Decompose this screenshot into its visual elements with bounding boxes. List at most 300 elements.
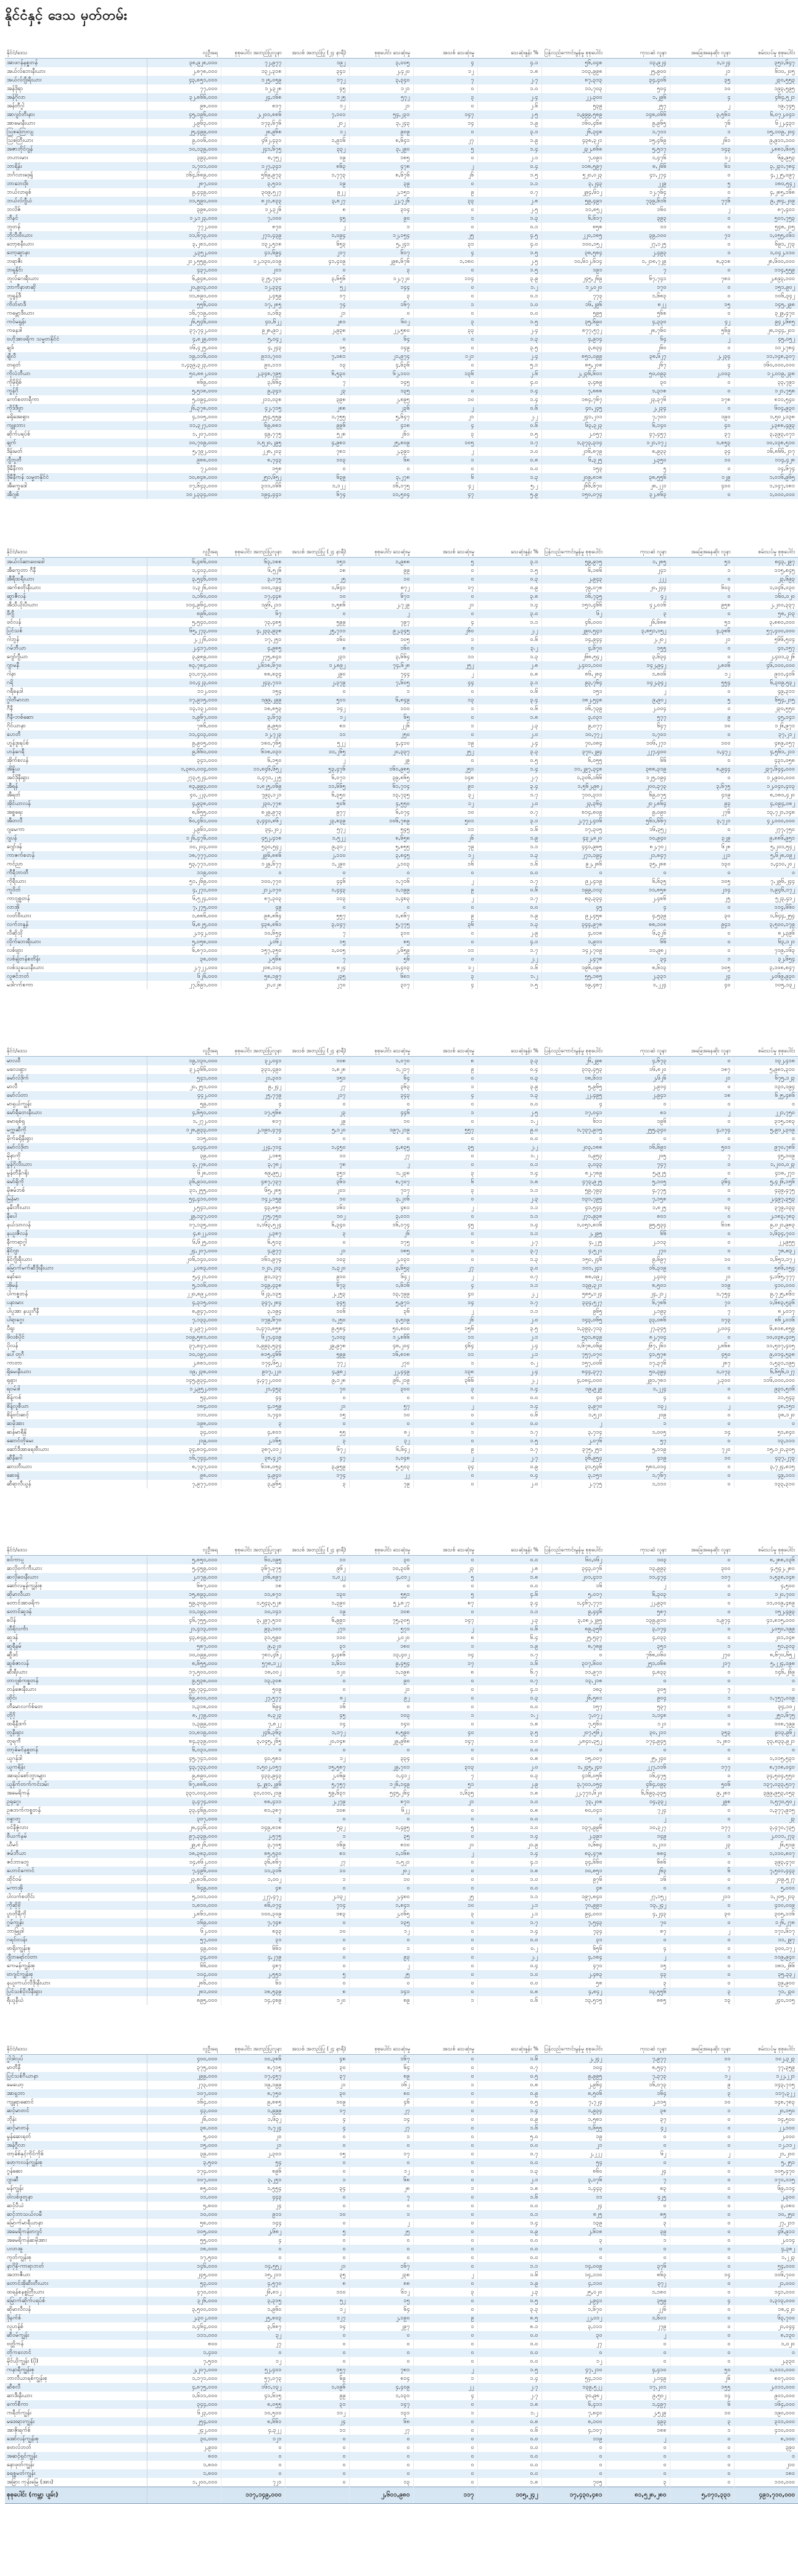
value-cell: ၂,၈၉၅ <box>349 395 413 404</box>
value-cell: ၉၁၁,၇၀၀ <box>221 352 285 361</box>
value-cell: ၂၅,၇၇၉ <box>221 1091 285 1100</box>
column-header[interactable]: သေဆုံးနှုန်း % <box>477 28 541 59</box>
column-header[interactable]: အသစ် သေဆုံးမှု <box>413 2025 477 2055</box>
value-cell: ၁၉၄,၄၄၁ <box>221 490 285 499</box>
column-header[interactable]: လူဦးရေ <box>147 1525 221 1556</box>
value-cell: ၁၇၀ <box>606 283 670 292</box>
value-cell: ၅၂၃,၄၁၂ <box>734 894 798 903</box>
value-cell: ၀ <box>349 1100 413 1108</box>
column-header[interactable]: စုစုပေါင်း သေဆုံးမှု <box>349 1026 413 1057</box>
value-cell: ၀ <box>221 869 285 877</box>
column-header[interactable]: သေဆုံးနှုန်း % <box>477 1026 541 1057</box>
value-cell: ၃ <box>606 2478 670 2487</box>
country-name-cell: အဆင့်ရှင်ကျွန်း <box>5 2452 147 2461</box>
value-cell: ၇၇,၀၀၀ <box>147 85 221 93</box>
table-row <box>5 1703 798 1711</box>
value-cell: ၁၈,၇၇၇,၀၀၀ <box>147 851 221 860</box>
value-cell: ၁၁၂,၀၀၀ <box>147 687 221 696</box>
value-cell: ၃,၂၉၇,၅၁၀ <box>221 1616 285 1625</box>
country-name-cell: ဂွန်ဆေး <box>5 2167 147 2176</box>
country-name-cell: အိန္ဒိယ <box>5 765 147 774</box>
value-cell: ၀ <box>221 2443 285 2452</box>
column-header[interactable]: အသစ် အတည်ပြု (၂၄ နာရီ) <box>285 1026 349 1057</box>
country-name-cell: စပိန် <box>5 1616 147 1625</box>
value-cell: ၀ <box>413 180 477 188</box>
value-cell: ၁.၂ <box>477 1117 541 1126</box>
country-name-cell: မော်ရိုကို <box>5 1178 147 1186</box>
column-header[interactable]: လူဦးရေ <box>147 1026 221 1057</box>
value-cell: ၁၄,၆၇၄ <box>734 464 798 473</box>
country-name-cell: ဗနွာတူ <box>5 1815 147 1823</box>
value-cell: ၅,၈၀၀ <box>147 2202 221 2210</box>
column-header[interactable]: လူဦးရေ <box>147 2025 221 2055</box>
value-cell: ၉,၉၁၁,၁၀၀ <box>734 136 798 145</box>
value-cell: ၂၃ <box>734 1815 798 1823</box>
value-cell: ၂၀၉,၈၁၈ <box>541 473 606 482</box>
column-header[interactable]: ပြန်လည်ကောင်းမွန်မှု စုစုပေါင်း <box>541 1026 606 1057</box>
value-cell: ၁၀၀ <box>670 739 734 748</box>
value-cell: ၁,၈၄၁ <box>349 1901 413 1910</box>
value-cell: ၄.၁ <box>477 1858 541 1867</box>
column-header[interactable]: စမ်းသပ်မှု စုစုပေါင်း <box>734 2025 798 2055</box>
value-cell: ၀ <box>670 653 734 661</box>
value-cell: ၃၁ <box>285 1642 349 1651</box>
value-cell: ၃.၉ <box>477 1083 541 1091</box>
value-cell: ၈,၅၉၀ <box>349 1728 413 1737</box>
value-cell: ၁၂ <box>285 713 349 722</box>
value-cell: ၀ <box>413 1471 477 1480</box>
column-header[interactable]: စမ်းသပ်မှု စုစုပေါင်း <box>734 527 798 558</box>
value-cell: ၁၅,၀၀၀ <box>147 2141 221 2150</box>
value-cell: ၃၅၁ <box>606 1642 670 1651</box>
value-cell: ၀ <box>670 903 734 912</box>
value-cell: ၁ <box>413 300 477 309</box>
value-cell: ၂၀၆,၁၄၀,၀၀၀ <box>147 1255 221 1264</box>
value-cell: ၄,၁၁၀ <box>541 2279 606 2288</box>
value-cell: ၉၁၇,၂၂၀ <box>221 1368 285 1376</box>
value-cell: ၁,၉၈၈ <box>349 558 413 567</box>
column-header[interactable]: ကုသဆဲ လူနာ <box>606 1026 670 1057</box>
column-header[interactable]: အခြေအနေဆိုး လူနာ <box>670 1525 734 1556</box>
value-cell: ၂၀,၁၅၀ <box>734 2107 798 2115</box>
value-cell: ၃၆ <box>349 1307 413 1316</box>
value-cell: ၆၁၇ <box>349 249 413 257</box>
value-cell: ၄၉ <box>221 903 285 912</box>
column-header[interactable]: အခြေအနေဆိုး လူနာ <box>670 1026 734 1057</box>
value-cell: ၅,၄၅၉,၀၀၀ <box>147 1564 221 1573</box>
value-cell: ၁.၃ <box>477 1091 541 1100</box>
value-cell: ၀ <box>413 2253 477 2262</box>
value-cell: ၂,၉၄၃ <box>541 575 606 584</box>
value-cell: ၀.၀ <box>477 2236 541 2245</box>
value-cell: ၁၀,၄၂၃,၀၀၀ <box>147 679 221 687</box>
table-row <box>5 1668 798 1677</box>
value-cell: ၈၅၈ <box>541 223 606 231</box>
value-cell: ၁၁ <box>413 1333 477 1342</box>
value-cell: ၀ <box>413 1884 477 1893</box>
column-header[interactable]: အသစ် အတည်ပြု (၂၄ နာရီ) <box>285 2025 349 2055</box>
value-cell: ၅ <box>413 145 477 154</box>
value-cell: ၁၄ <box>670 2392 734 2400</box>
column-header[interactable]: အခြေအနေဆိုး လူနာ <box>670 2025 734 2055</box>
value-cell: ၀ <box>541 869 606 877</box>
value-cell: ၁၂ <box>413 851 477 860</box>
value-cell: ၂၁,၉၇၄ <box>349 352 413 361</box>
value-cell: ၅ <box>413 1823 477 1832</box>
table-row <box>5 205 798 214</box>
column-header[interactable]: ပြန်လည်ကောင်းမွန်မှု စုစုပေါင်း <box>541 28 606 59</box>
table-row <box>5 2469 798 2478</box>
value-cell: ၅၄,၂၃၁ <box>349 110 413 119</box>
country-name-cell: ဆိုက်ပရပ်စ် <box>5 430 147 439</box>
column-header[interactable]: အသစ် အတည်ပြု (၂၄ နာရီ) <box>285 28 349 59</box>
column-header[interactable]: စုစုပေါင်း သေဆုံးမှု <box>349 527 413 558</box>
column-header[interactable]: နိုင်ငံ/ဒေသ <box>5 1525 147 1556</box>
table-row <box>5 1806 798 1815</box>
value-cell: ၄၁,၄၀၉ <box>285 257 349 266</box>
value-cell: ၃,၄၄၀,၈၆၂ <box>221 817 285 825</box>
value-cell: ၄,၉၇၇ <box>221 1247 285 1255</box>
column-header[interactable]: နိုင်ငံ/ဒေသ <box>5 2025 147 2055</box>
value-cell: ၁၁၀ <box>285 1633 349 1642</box>
column-header[interactable]: နိုင်ငံ/ဒေသ <box>5 527 147 558</box>
value-cell: ၀ <box>606 2461 670 2469</box>
value-cell: ၃ <box>670 1988 734 1996</box>
value-cell: ၇,၁၀၃ <box>285 1333 349 1342</box>
table-row <box>5 1763 798 1772</box>
value-cell: ၄၄ <box>413 679 477 687</box>
country-name-cell: ဆီနီဂေါ <box>5 1454 147 1463</box>
column-header[interactable]: အသစ် အတည်ပြု (၂၄ နာရီ) <box>285 1525 349 1556</box>
country-name-cell: ကိုဒ်ဒီဗွာ <box>5 404 147 413</box>
value-cell: ၈၁ <box>285 1849 349 1858</box>
country-name-cell: ဘဟားမား <box>5 154 147 162</box>
value-cell: ၇၁ <box>670 231 734 240</box>
value-cell: ၈,၃၁၈ <box>670 257 734 266</box>
value-cell: ၇၉ <box>349 1480 413 1488</box>
table-row <box>5 2357 798 2366</box>
value-cell: ၁၀၅ <box>413 439 477 447</box>
value-cell: ၂၇ <box>349 2426 413 2435</box>
column-header[interactable]: အသစ် အတည်ပြု (၂၄ နာရီ) <box>285 527 349 558</box>
value-cell: ၃၅,၃၃၂ <box>734 1970 798 1979</box>
value-cell: ၁,၄၈၃ <box>349 894 413 903</box>
value-cell: ၆၉၁,၂၇၃ <box>734 240 798 249</box>
value-cell: ၃,၇၂၁ <box>670 817 734 825</box>
column-header[interactable]: စုစုပေါင်း အတည်ပြုလူနာ <box>221 1026 285 1057</box>
country-name-cell: ကင်မရွန်း <box>5 318 147 326</box>
column-header[interactable]: နိုင်ငံ/ဒေသ <box>5 28 147 59</box>
country-name-cell: မြောက်မက်ဆီဒိုးနီးယား <box>5 1264 147 1273</box>
value-cell: ၅၃၇ <box>606 1703 670 1711</box>
value-cell: ၀ <box>285 2348 349 2357</box>
column-header[interactable]: စမ်းသပ်မှု စုစုပေါင်း <box>734 1026 798 1057</box>
value-cell: ၈၁ <box>285 722 349 730</box>
value-cell: ၉၆၂ <box>285 1564 349 1573</box>
value-cell: ၄၀ <box>413 1290 477 1298</box>
value-cell: ၂၃ <box>285 1108 349 1117</box>
value-cell: ၃၉၃,၄၇၀ <box>734 1858 798 1867</box>
value-cell: ၀ <box>413 1944 477 1953</box>
value-cell: ၁၀,၃၈၆ <box>221 2055 285 2064</box>
country-name-cell: ဆင့်ဘာသယ်လမီ <box>5 2210 147 2219</box>
value-cell: ၆၇၅,၁၂၃ <box>734 1074 798 1083</box>
value-cell: ၂ <box>413 2366 477 2374</box>
value-cell: ၂၇ <box>285 1858 349 1867</box>
value-cell: ၈,၇၁၅ <box>221 2063 285 2072</box>
value-cell: ၄၆ <box>349 2098 413 2107</box>
value-cell: ၆၇ <box>221 609 285 618</box>
value-cell: ၀ <box>670 1599 734 1608</box>
value-cell: ၅၁,၃၀၃ <box>734 1642 798 1651</box>
value-cell: ၂၂,၉၅၅ <box>734 1238 798 1247</box>
country-name-cell: ဘူတန် <box>5 223 147 231</box>
value-cell: ၁.၃ <box>477 2167 541 2176</box>
country-name-cell: ခရစ္စမတ်ကျွန်း <box>5 2469 147 2478</box>
value-cell: ၁၂၀,၇၀၀ <box>734 1590 798 1599</box>
value-cell: ၃၁ <box>221 1936 285 1944</box>
value-cell: ၄,၃၁၅,၀၀၀ <box>147 1298 221 1307</box>
column-header[interactable]: စုစုပေါင်း အတည်ပြုလူနာ <box>221 1525 285 1556</box>
column-header[interactable]: အသစ် သေဆုံးမှု <box>413 527 477 558</box>
value-cell: ၀ <box>670 2167 734 2176</box>
value-cell: ၀ <box>413 1858 477 1867</box>
table-row <box>5 1134 798 1143</box>
value-cell: ၄၃ <box>606 1970 670 1979</box>
value-cell: ၁,၉၄၆,၁၇၂ <box>734 886 798 894</box>
value-cell: ၀ <box>670 1970 734 1979</box>
value-cell: ၁,၆၁၁,၀၀၀ <box>147 2392 221 2400</box>
country-name-cell: အာရူဘာ <box>5 2089 147 2098</box>
value-cell: ၄,၅၀၀ <box>734 1582 798 1590</box>
value-cell: ၁၉ <box>285 154 349 162</box>
value-cell: ၀ <box>413 128 477 136</box>
value-cell: ၀ <box>413 361 477 369</box>
value-cell: ၁၄၄ <box>221 2219 285 2227</box>
country-name-cell: ဖိလစ်ပိုင် <box>5 1333 147 1342</box>
table-row <box>5 2219 798 2227</box>
value-cell: ၈၀၁ <box>606 1212 670 1221</box>
country-name-cell: ဗင်နီဇွဲလား <box>5 1823 147 1832</box>
country-name-cell: အာဇိုးရက်စ် <box>5 2426 147 2435</box>
value-cell: ၅၂၂ <box>285 739 349 748</box>
value-cell: ၁.၀ <box>477 1970 541 1979</box>
value-cell: ၀.၃ <box>477 575 541 584</box>
country-name-cell: လိုက်ဘေးရီးယား <box>5 938 147 946</box>
table-row <box>5 300 798 309</box>
column-header[interactable]: ကုသဆဲ လူနာ <box>606 2025 670 2055</box>
value-cell: ၀ <box>670 2443 734 2452</box>
value-cell: ၁၈၀,၇၆၅ <box>221 739 285 748</box>
value-cell: ၆,၃၂၆ <box>606 929 670 938</box>
column-header[interactable]: ကုသဆဲ လူနာ <box>606 1525 670 1556</box>
value-cell: ၁၈ <box>285 566 349 575</box>
value-cell: ၀ <box>670 1918 734 1927</box>
value-cell: ၁၄,၅၀၀ <box>734 2115 798 2124</box>
value-cell: ၄,၂၂၅ <box>541 1238 606 1247</box>
value-cell: ၁,၂၈၅ <box>606 558 670 567</box>
value-cell: ၀.၉ <box>477 2115 541 2124</box>
column-header[interactable]: သေဆုံးနှုန်း % <box>477 2025 541 2055</box>
value-cell: ၂၃၀,၅၅၀ <box>734 704 798 713</box>
value-cell: ၅ <box>606 464 670 473</box>
value-cell: ၁.၁ <box>477 1608 541 1616</box>
value-cell: ၂၂၀,၁၈၅ <box>541 231 606 240</box>
value-cell: ၁,၄၇၁,၂၂၅ <box>221 774 285 782</box>
value-cell: ၃,၂၃၁,၇၈၄ <box>734 162 798 171</box>
country-name-cell: ကျူးဘား <box>5 421 147 430</box>
value-cell: ၇,၈၂၂ <box>221 1720 285 1728</box>
column-header[interactable]: အသစ် သေဆုံးမှု <box>413 1026 477 1057</box>
value-cell: ၁၆၄ <box>606 2089 670 2098</box>
value-cell: ၅၉,၆၃၁ <box>285 1789 349 1798</box>
column-header[interactable]: သေဆုံးနှုန်း % <box>477 527 541 558</box>
value-cell: ၂၈၁,၀၀၀ <box>147 1988 221 1996</box>
value-cell: ၁ <box>285 1832 349 1841</box>
value-cell: ၅၇၁ <box>349 1625 413 1633</box>
value-cell: ၂.၀ <box>477 1763 541 1772</box>
column-header[interactable]: ပြန်လည်ကောင်းမွန်မှု စုစုပေါင်း <box>541 2025 606 2055</box>
value-cell: ၄.၀ <box>477 240 541 249</box>
value-cell: ၂၄၅,၂၆၉ <box>541 275 606 283</box>
value-cell: ၆,၅၁၃ <box>221 1238 285 1247</box>
value-cell: ၁,၂၁၇ <box>349 1065 413 1074</box>
value-cell: ၂၈,၆၀၀,၀၀၀ <box>734 257 798 266</box>
column-header[interactable]: ကုသဆဲ လူနာ <box>606 527 670 558</box>
value-cell: ၁၀ <box>285 1195 349 1203</box>
column-header[interactable]: ကုသဆဲ လူနာ <box>606 28 670 59</box>
country-name-cell: မက္ကဆီကို <box>5 1126 147 1134</box>
column-header[interactable]: ပြန်လည်ကောင်းမွန်မှု စုစုပေါင်း <box>541 527 606 558</box>
country-name-cell: မကာအို <box>5 1884 147 1893</box>
value-cell: ၀ <box>670 214 734 223</box>
table-row <box>5 1480 798 1488</box>
column-header[interactable]: စုစုပေါင်း သေဆုံးမှု <box>349 2025 413 2055</box>
column-header[interactable]: ပြန်လည်ကောင်းမွန်မှု စုစုပေါင်း <box>541 1525 606 1556</box>
table-row <box>5 275 798 283</box>
value-cell: ၁၁,၅၀၄ <box>349 490 413 499</box>
value-cell: ၁၁ <box>606 223 670 231</box>
value-cell: ၇ <box>670 1152 734 1160</box>
value-cell: ၃,၂၉၀ <box>349 145 413 154</box>
value-cell: ၈၈,၁၀၈ <box>606 920 670 929</box>
value-cell: ၂၆,၅၄၆,၀၀၀ <box>147 318 221 326</box>
value-cell: ၄၃၉,၄၇၅ <box>734 1186 798 1195</box>
column-header[interactable]: နိုင်ငံ/ဒေသ <box>5 1026 147 1057</box>
value-cell: ၇,၇၄၈ <box>221 1918 285 1927</box>
column-header[interactable]: စုစုပေါင်း သေဆုံးမှု <box>349 28 413 59</box>
value-cell: ၉,၈၈၅ <box>221 2098 285 2107</box>
value-cell: ၁၇၃,၆၇၆ <box>221 119 285 128</box>
value-cell: ၃၇,၈၄၇,၀၀၀ <box>147 1342 221 1350</box>
column-header[interactable]: အခြေအနေဆိုး လူနာ <box>670 28 734 59</box>
country-name-cell: နယူးဇီလန် <box>5 1229 147 1238</box>
column-header[interactable]: လူဦးရေ <box>147 527 221 558</box>
value-cell: ၂၃၁ <box>285 653 349 661</box>
table-row <box>5 696 798 704</box>
column-header[interactable]: စုစုပေါင်း အတည်ပြုလူနာ <box>221 28 285 59</box>
value-cell: ၄၃၇,၀၀၀ <box>147 266 221 275</box>
value-cell: ၂၈,၇၆၀ <box>606 326 670 335</box>
value-cell: ၁.၃ <box>477 335 541 344</box>
value-cell: ၁၇၇ <box>670 1763 734 1772</box>
value-cell: ၁၁,၁၄၈,၃၀၇ <box>734 352 798 361</box>
value-cell: ၆၁၀,၂၀၅ <box>734 67 798 76</box>
value-cell: ၂၆ <box>413 834 477 843</box>
table-row <box>5 1910 798 1918</box>
value-cell: ၈,၂၇၉,၀၀၀ <box>147 1711 221 1720</box>
column-header[interactable]: စမ်းသပ်မှု စုစုပေါင်း <box>734 1525 798 1556</box>
column-header[interactable]: အခြေအနေဆိုး လူနာ <box>670 527 734 558</box>
value-cell: ၀ <box>670 464 734 473</box>
value-cell: ၁၂ <box>221 2357 285 2366</box>
value-cell: ၁၀၀,၇၇၀ <box>221 877 285 886</box>
column-header[interactable]: အသစ် သေဆုံးမှု <box>413 28 477 59</box>
value-cell: ၃,၅၁၉ <box>349 1316 413 1324</box>
value-cell: ၂၃,၆၉၃ <box>734 575 798 584</box>
value-cell: ၁,၄၄၃ <box>541 2184 606 2193</box>
column-header[interactable]: စုစုပေါင်း သေဆုံးမှု <box>349 1525 413 1556</box>
column-header[interactable]: စုစုပေါင်း အတည်ပြုလူနာ <box>221 527 285 558</box>
value-cell: ၀ <box>349 2461 413 2469</box>
value-cell: ၀ <box>285 1134 349 1143</box>
column-header[interactable]: လူဦးရေ <box>147 28 221 59</box>
country-name-cell: မန်ကျွန်း <box>5 2184 147 2193</box>
value-cell: ၆၆ <box>606 938 670 946</box>
value-cell: ၄၅ <box>285 1711 349 1720</box>
country-name-cell: ဘာရိန်း <box>5 162 147 171</box>
value-cell: ၁၀,၀၃၈,၄၀၅ <box>734 1333 798 1342</box>
table-row <box>5 920 798 929</box>
value-cell: ၂,၅၅၁ <box>221 1970 285 1979</box>
country-name-cell: အမေရိကန် <box>5 1789 147 1798</box>
value-cell: ၁၂၀ <box>285 1996 349 2005</box>
country-name-cell: ဘော့ဆွာနာ <box>5 249 147 257</box>
value-cell: ၁၄၇ <box>413 1616 477 1625</box>
table-row <box>5 2288 798 2297</box>
value-cell: ၈၆၀ <box>541 2167 606 2176</box>
value-cell: ၃,၀၃၃ <box>541 1160 606 1169</box>
value-cell: ၉၃၁,၅၁၆ <box>734 1385 798 1393</box>
table-row <box>5 1385 798 1393</box>
value-cell: ၁.၄ <box>477 2219 541 2227</box>
value-cell: ၇၇၃ <box>541 292 606 300</box>
column-header[interactable]: စုစုပေါင်း အတည်ပြုလူနာ <box>221 2025 285 2055</box>
country-name-cell: ဥဇဘက်ကစ္စတန် <box>5 1806 147 1815</box>
value-cell: ၃,၉၈၉,၀၀၀ <box>147 653 221 661</box>
value-cell: ၁ <box>541 1815 606 1823</box>
column-header[interactable]: သေဆုံးနှုန်း % <box>477 1525 541 1556</box>
value-cell: ၂၇၀ <box>285 981 349 989</box>
value-cell: ၄၅ <box>285 214 349 223</box>
value-cell: ၃၇,၂၁၂ <box>734 730 798 739</box>
value-cell: ၁,၆၀၁ <box>606 2314 670 2322</box>
value-cell: ၈၇ <box>606 1927 670 1936</box>
value-cell: ၃၄၁,၀၀၀ <box>147 756 221 765</box>
value-cell: ၂,၁၈၃,၇၈၃ <box>734 1212 798 1221</box>
value-cell: ၁၅ <box>606 1962 670 1970</box>
value-cell: ၄၃,၈၅၀ <box>221 1203 285 1212</box>
table-row <box>5 1996 798 2005</box>
country-name-cell: ယူဂန်ဒါ <box>5 1754 147 1763</box>
column-header[interactable]: အသစ် သေဆုံးမှု <box>413 1525 477 1556</box>
value-cell: ၁၆,၃၁၉ <box>606 1264 670 1273</box>
value-cell: ၅,၀၄၂ <box>221 335 285 344</box>
column-header[interactable]: စမ်းသပ်မှု စုစုပေါင်း <box>734 28 798 59</box>
value-cell: ၁,၈၂၈ <box>285 1065 349 1074</box>
value-cell: ၉ <box>413 1445 477 1454</box>
value-cell: ၁,၃၉၀ <box>285 1599 349 1608</box>
